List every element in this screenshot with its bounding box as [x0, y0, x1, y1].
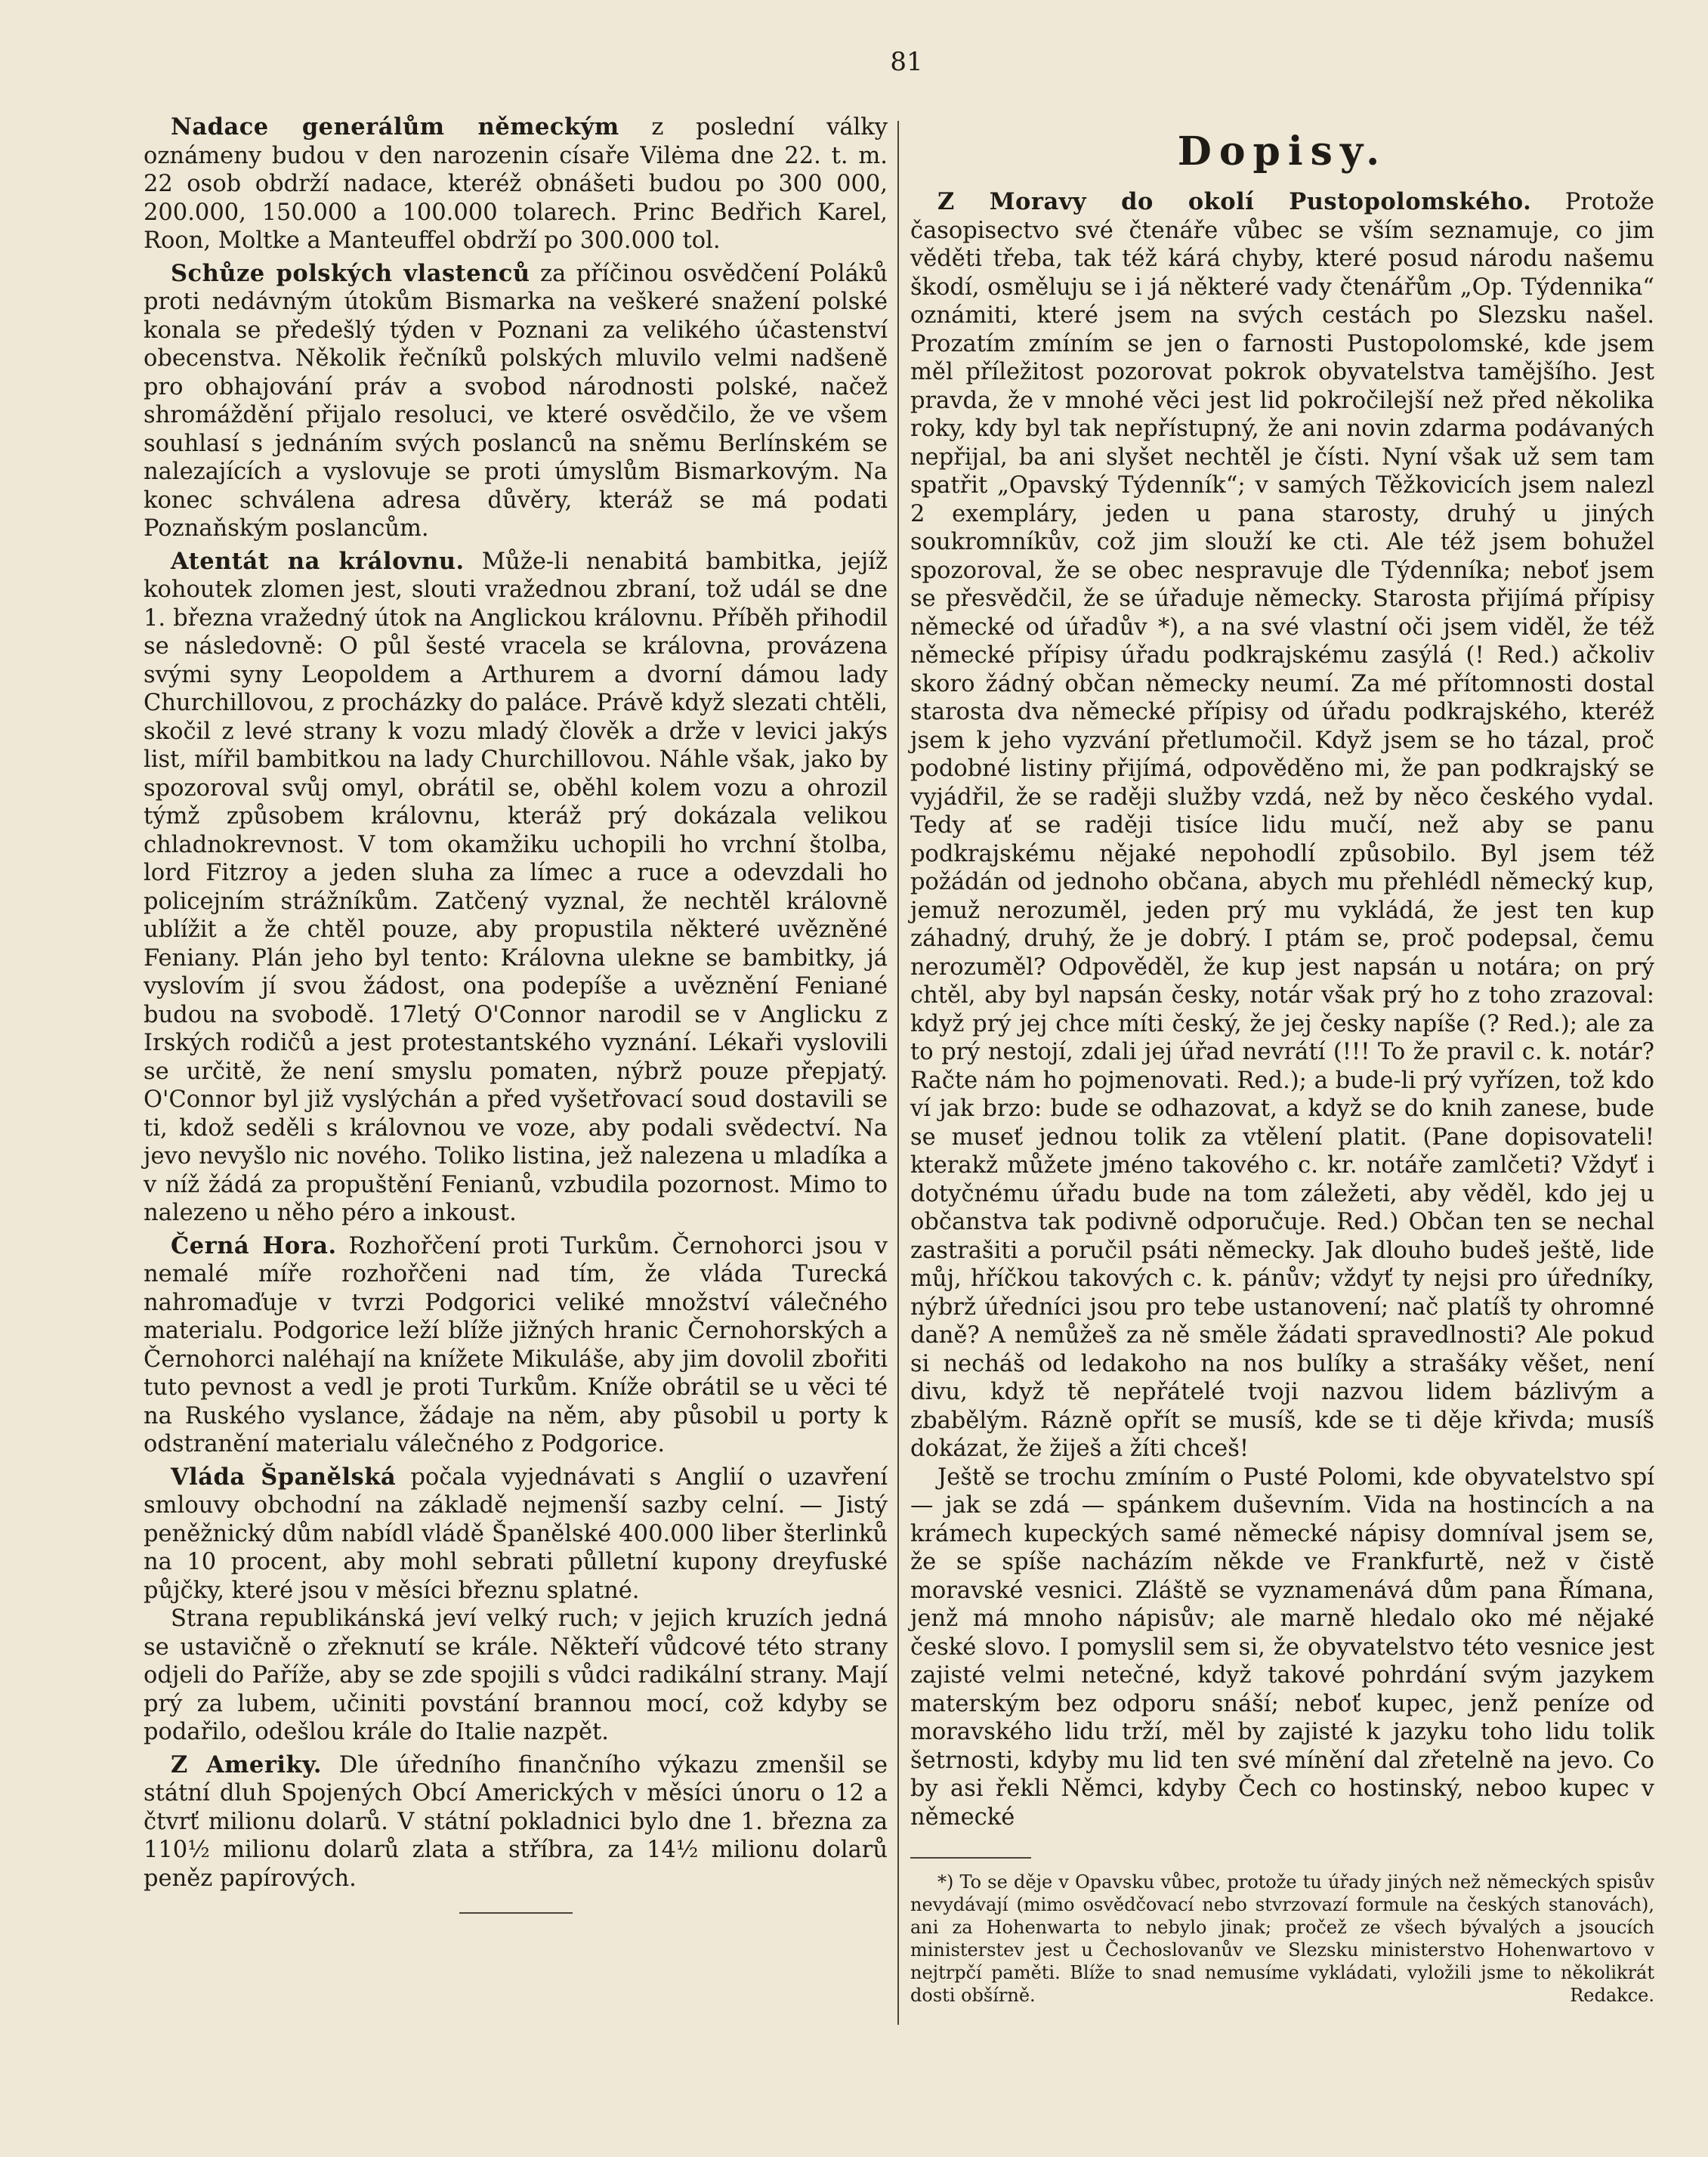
article-heading: Černá Hora.: [171, 1231, 337, 1259]
end-rule: [459, 1912, 573, 1914]
left-column: [144, 113, 888, 1914]
footnote-signature: Redakce.: [1570, 1985, 1654, 2006]
article-paragraph: Vláda Španělská počala vyjednávati s Anglií o uzavření smlouvy obchodní na základě nejmenší sazby celní. — Jistý peněžnický dům nabídl vládě Španělské 400.000 liber šterlinků na 10 procent, aby mohl sebrati půlletní kupony dreyfuské půjčky, které jsou v měsíci březnu splatné.: [144, 1463, 888, 1604]
article-heading: Z Ameriky.: [171, 1751, 322, 1778]
article-schuze: [144, 260, 888, 543]
letter-moravia: [910, 188, 1654, 1831]
footnote: [910, 1871, 1654, 2007]
right-column: [910, 113, 1654, 2007]
article-paragraph: Nadace generálům německým z poslední války oznámeny budou v den narozenin císaře Vilėma dne 22. t. m. 22 osob obdrží nadace, kteréž obnášeti budou po 300 000, 200.000, 150.000 a 100.000 tolarech. Princ Bedřich Karel, Roon, Moltke a Manteuffel obdrží po 300.000 tol.: [144, 113, 888, 254]
article-paragraph: Ještě se trochu zmíním o Pusté Polomi, kde obyvatelstvo spí — jak se zdá — spánkem duševním. Vida na hostincích a na krámech kupeckých samé německé nápisy domníval jsem se, že se spíše nacházím někde ve Frankfurtě, než v čistě moravské vesnici. Zláště se vyznamenává dům pana Římana, jenž má mnoho nápisův; ale marně hledalo oko mé nějaké české slovo. I pomyslil sem si, že obyvatelstvo této vesnice jest zajisté velmi netečné, když takové pohrdání svým jazykem materským bez odporu snáší; neboť kupec, jenž peníze od moravského lidu trží, měl by zajisté k jazyku toho lidu tolik šetrnosti, kdyby mu lid ten své mínění dal zřetelně na jevo. Co by asi řekli Němci, kdyby Čech co hostinský, neboo kupec v německé: [910, 1463, 1654, 1831]
article-heading: Z Moravy do okolí Pustopolomského.: [937, 188, 1532, 215]
article-heading: Vláda Španělská: [171, 1463, 397, 1491]
article-paragraph: Z Ameriky. Dle úředního finančního výkazu zmenšil se státní dluh Spojených Obcí Amerických v měsíci únoru o 12 a čtvrť milionu dolarů. V státní pokladnici bylo dne 1. března za 110½ milionu dolarů zlata a stříbra, za 14½ milionu dolarů peněz papírových.: [144, 1751, 888, 1892]
page-number: 81: [890, 47, 923, 77]
article-heading: Schůze polských vlastenců: [171, 259, 530, 287]
section-title: Dopisy.: [1177, 128, 1388, 175]
article-nadace: [144, 113, 888, 255]
article-paragraph: Schůze polských vlastenců za příčinou osvědčení Poláků proti nedávným útokům Bismarka na veškeré snažení polské konala se předešlý týden v Poznani za velikého účastenství obecenstva. Několik řečníků polských mluvilo velmi nadšeně pro obhajování práv a svobod národnosti polské, načež shromáždění přijalo resoluci, ve které osvědčilo, že ve všem souhlasí s jednáním svých poslanců na sněmu Berlínském se nalezajících a vyslovuje se proti úmyslům Bismarkovým. Na konec schválena adresa důvěry, kteráž se má podati Poznaňským poslancům.: [144, 259, 888, 542]
article-paragraph: Strana republikánská jeví velký ruch; v jejich kruzích jedná se ustavičně o zřeknutí se krále. Někteří vůdcové této strany odjeli do Paříže, aby se zde spojili s vůdci radikální strany. Mají prý za lubem, učiniti povstání brannou mocí, což kdyby se podařilo, odešlou krále do Italie nazpět.: [144, 1605, 888, 1745]
article-cerna-hora: [144, 1232, 888, 1459]
article-heading: Nadace generálům německým: [171, 113, 619, 141]
footnote-rule: [910, 1857, 1031, 1859]
article-vlada-spanelska: [144, 1463, 888, 1747]
article-paragraph: Černá Hora. Rozhořčení proti Turkům. Černohorci jsou v nemalé míře rozhořčeni nad tím, že vláda Turecká nahromaďuje v tvrzi Podgorici veliké množství válečného materialu. Podgorice leží blíže jižných hranic Černohorských a Černohorci naléhají na knížete Mikuláše, aby jim dovolil zbořiti tuto pevnost a vedl je proti Turkům. Kníže obrátil se u věci té na Ruského vyslance, žádaje na něm, aby působil u porty k odstranění materialu válečného z Podgorice.: [144, 1231, 888, 1457]
article-paragraph: Atentát na královnu. Může-li nenabitá bambitka, jejíž kohoutek zlomen jest, slouti vražednou zbraní, tož udál se dne 1. března vražedný útok na Anglickou královnu. Příběh přihodil se následovně: O půl šesté vracela se královna, provázena svými syny Leopoldem a Arthurem a dvorní dámou lady Churchillovou, z procházky do paláce. Právě když slezati chtěli, skočil z levé strany k vozu mladý člověk a drže v levici jakýs list, mířil bambitkou na lady Churchillovou. Náhle však, jako by spozoroval svůj omyl, obrátil se, oběhl kolem vozu a ohrozil týmž způsobem královnu, kteráž prý dokázala velikou chladnokrevnost. V tom okamžiku uchopili ho vrchní štolba, lord Fitzroy a jeden sluha za límec a ruce a odevzdali ho policejním strážníkům. Zatčený vyznal, že nechtěl královně ublížit a že chtěl pouze, aby propustila některé uvězněné Feniany. Plán jeho byl tento: Královna ulekne se bambitky, já vyslovím jí svou žádost, ona podepíše a uvěznění Feniané budou na svobodě. 17letý O'Connor narodil se v Anglicku z Irských rodičů a jest protestantského vyznání. Lékaři vyslovili se určitě, že není smyslu pomaten, nýbrž pouze přepjatý. O'Connor byl již vyslýchán a před vyšetřovací soud dostavili se ti, kdož seděli s královnou ve voze, aby podali svědectví. Na jevo nevyšlo nic nového. Toliko listina, jež nalezena u mladíka a v níž žádá za propuštění Fenianů, vzbudila pozornost. Mimo to nalezeno u něho péro a inkoust.: [144, 547, 888, 1226]
column-divider: [897, 121, 899, 2025]
article-heading: Atentát na královnu.: [171, 547, 465, 575]
article-z-ameriky: [144, 1751, 888, 1893]
article-atentat: [144, 548, 888, 1228]
article-paragraph: Z Moravy do okolí Pustopolomského. Protože časopisectvo své čtenáře vůbec se vším seznamuje, co jim věděti třeba, tak též kárá chyby, které posud národu našemu škodí, osměluju se i já některé vady čtenářům „Op. Týdennika“ oznámiti, které jsem na svých cestách po Slezsku našel. Prozatím zmíním se jen o farnosti Pustopolomské, kde jsem měl příležitost pozorovat pokrok obyvatelstva tamějšího. Jest pravda, že v mnohé věci jest lid pokročilejší než před několika roky, kdy byl tak nepřístupný, že ani novin zdarma podávaných nepřijal, ba ani slyšet nechtěl je čísti. Nyní však už sem tam spatřit „Opavský Týdenník“; v samých Těžkovicích jsem nalezl 2 exempláry, jeden u pana starosty, druhý u jiných soukromníkův, což jim slouží ke cti. Ale též jsem bohužel spozoroval, že se obec nespravuje dle Týdenníka; neboť jsem se přesvědčil, že se úřaduje německy. Starosta přijímá přípisy německé od úřadův *), a na své vlastní oči jsem viděl, že též německé přípisy úřadu podkrajskému zasýlá (! Red.) ačkoliv skoro žádný občan německy neumí. Za mé přítomnosti dostal starosta dva německé přípisy od úřadu podkrajského, kteréž jsem k jeho vyzvání přetlumočil. Když jsem se ho tázal, proč podobné listiny přijímá, odpověděno mi, že pan podkrajský se vyjádřil, že se raději služby vzdá, než by něco českého vydal. Tedy ať se raději tisíce lidu mučí, než aby se panu podkrajskému nějaké nepohodlí způsobilo. Byl jsem též požádán od jednoho občana, abych mu přehlédl německý kup, jemuž nerozuměl, jeden prý mu vykládá, že jest ten kup záhadný, druhý, že je dobrý. I ptám se, proč podepsal, čemu nerozuměl? Odpověděl, že kup jest napsán u notára; on prý chtěl, aby byl napsán česky, notár však prý ho z toho zrazoval: když prý jej chce míti český, že jej česky napíše (? Red.); ale za to prý nestojí, zdali jej úřad nevrátí (!!! To že pravil c. k. notár? Račte nám ho pojmenovati. Red.); a bude-li prý vyřízen, tož kdo ví jak brzo: bude se odhazovat, a když se do knih zanese, bude se museť jednou tolik za vtělení platit. (Pane dopisovateli! kterakž můžete jméno takového c. kr. notáře zamlčeti? Vždyť i dotyčnému úřadu bude na tom záležeti, aby věděl, kdo jej u občanstva tak podivně odporučuje. Red.) Občan ten se nechal zastrašiti a poručil psáti německy. Jak dlouho budeš ještě, lide můj, hříčkou takových c. k. pánův; vždyť ty nejsi pro úředníky, nýbrž úředníci jsou pro tebe ustanovení; nač platíš ty ohromné daně? A nemůžeš za ně směle žádati spravedlnosti? Ale pokud si necháš od ledakoho na nos bulíky a strašáky věšet, není divu, když tě nepřátelé tvoji nazvou lidem bázlivým a zbabělým. Rázně opřít se musíš, kde se ti děje křivda; musíš dokázat, že žiješ a žíti chceš!: [910, 188, 1654, 1462]
footnote-text: *) To se děje v Opavsku vůbec, protože tu úřady jiných než německých spisův nevydávají (mimo osvědčovací nebo stvrzovazí formule na českých stanovách), ani za Hohenwarta to nebylo jinak; pročež ze všech bývalých a jsoucích ministerstev jest u Čechoslovanův ve Slezsku ministerstvo Hohenwartovo v nejtrpčí paměti. Blíže to snad nemusíme vykládati, vyložili jsme to několikrát dosti obšírně. Redakce.: [910, 1871, 1654, 2006]
